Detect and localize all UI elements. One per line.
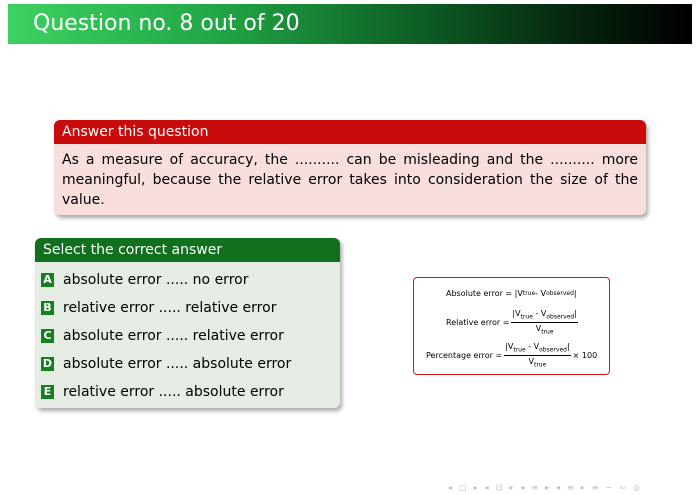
option-letter-badge: E bbox=[41, 385, 54, 399]
nav-prev-icon[interactable]: ◂ bbox=[448, 482, 453, 492]
option-text: relative error ..... absolute error bbox=[63, 384, 284, 400]
nav-search-icon[interactable]: ◎ bbox=[632, 482, 640, 492]
option-letter-badge: B bbox=[41, 301, 54, 315]
option-text: absolute error ..... no error bbox=[63, 272, 249, 288]
nav-forward-icon[interactable]: ∾ bbox=[619, 482, 626, 492]
percentage-error-formula: Percentage error = $\frac{|V_{true} - V_{observed}|}{V_{true}}$ × 100 bbox=[426, 342, 598, 369]
option-text: relative error ..... relative error bbox=[63, 300, 277, 316]
answer-option-b[interactable] bbox=[35, 294, 340, 322]
nav-next-icon[interactable]: ▸ bbox=[473, 482, 478, 492]
option-letter-badge: D bbox=[42, 357, 53, 370]
nav-frame-icon[interactable]: □ bbox=[459, 482, 467, 492]
error-formulas-image bbox=[413, 277, 610, 375]
answer-block bbox=[35, 238, 340, 408]
nav-align-icon[interactable]: ≡ bbox=[591, 482, 599, 492]
nav-prev-icon[interactable]: ◂ bbox=[484, 482, 489, 492]
nav-prev-icon[interactable]: ◂ bbox=[556, 482, 561, 492]
nav-document-icon[interactable]: ≡ bbox=[567, 482, 574, 492]
answer-option-e[interactable] bbox=[35, 378, 340, 406]
question-block-heading: Answer this question bbox=[54, 120, 646, 144]
option-letter-badge: C bbox=[41, 329, 54, 343]
option-text: absolute error ..... absolute error bbox=[63, 356, 292, 372]
nav-next-icon[interactable]: ▸ bbox=[580, 482, 585, 492]
frame-title bbox=[8, 4, 692, 44]
absolute-error-formula: Absolute error = |V true - V observed | bbox=[446, 289, 577, 298]
question-text: As a measure of accuracy, the .......... can be misleading and the .......... more meaningful, because the relative error takes into consideration the size of the value. bbox=[54, 144, 646, 215]
nav-next-icon[interactable]: ▸ bbox=[545, 482, 550, 492]
answer-option-a[interactable] bbox=[35, 266, 340, 294]
beamer-navigation-bar bbox=[448, 481, 692, 493]
nav-subsection-icon[interactable]: ⊡ bbox=[495, 482, 503, 492]
answer-option-d[interactable] bbox=[35, 350, 340, 378]
question-counter-title: Question no. 8 out of 20 bbox=[33, 11, 300, 36]
answer-option-c[interactable] bbox=[35, 322, 340, 350]
answer-options-list bbox=[35, 262, 340, 408]
relative-error-formula: Relative error = $\frac{|V_{true} - V_{observed}|}{V_{true}}$ bbox=[446, 309, 577, 336]
nav-prev-icon[interactable]: ◂ bbox=[520, 482, 525, 492]
option-letter-badge: A bbox=[41, 273, 54, 287]
answer-block-heading: Select the correct answer bbox=[35, 238, 340, 262]
nav-section-icon[interactable]: ≡ bbox=[531, 482, 539, 492]
option-text: absolute error ..... relative error bbox=[63, 328, 284, 344]
question-block bbox=[54, 120, 646, 215]
nav-next-icon[interactable]: ▸ bbox=[509, 482, 514, 492]
nav-back-icon[interactable]: ∽ bbox=[605, 482, 613, 492]
